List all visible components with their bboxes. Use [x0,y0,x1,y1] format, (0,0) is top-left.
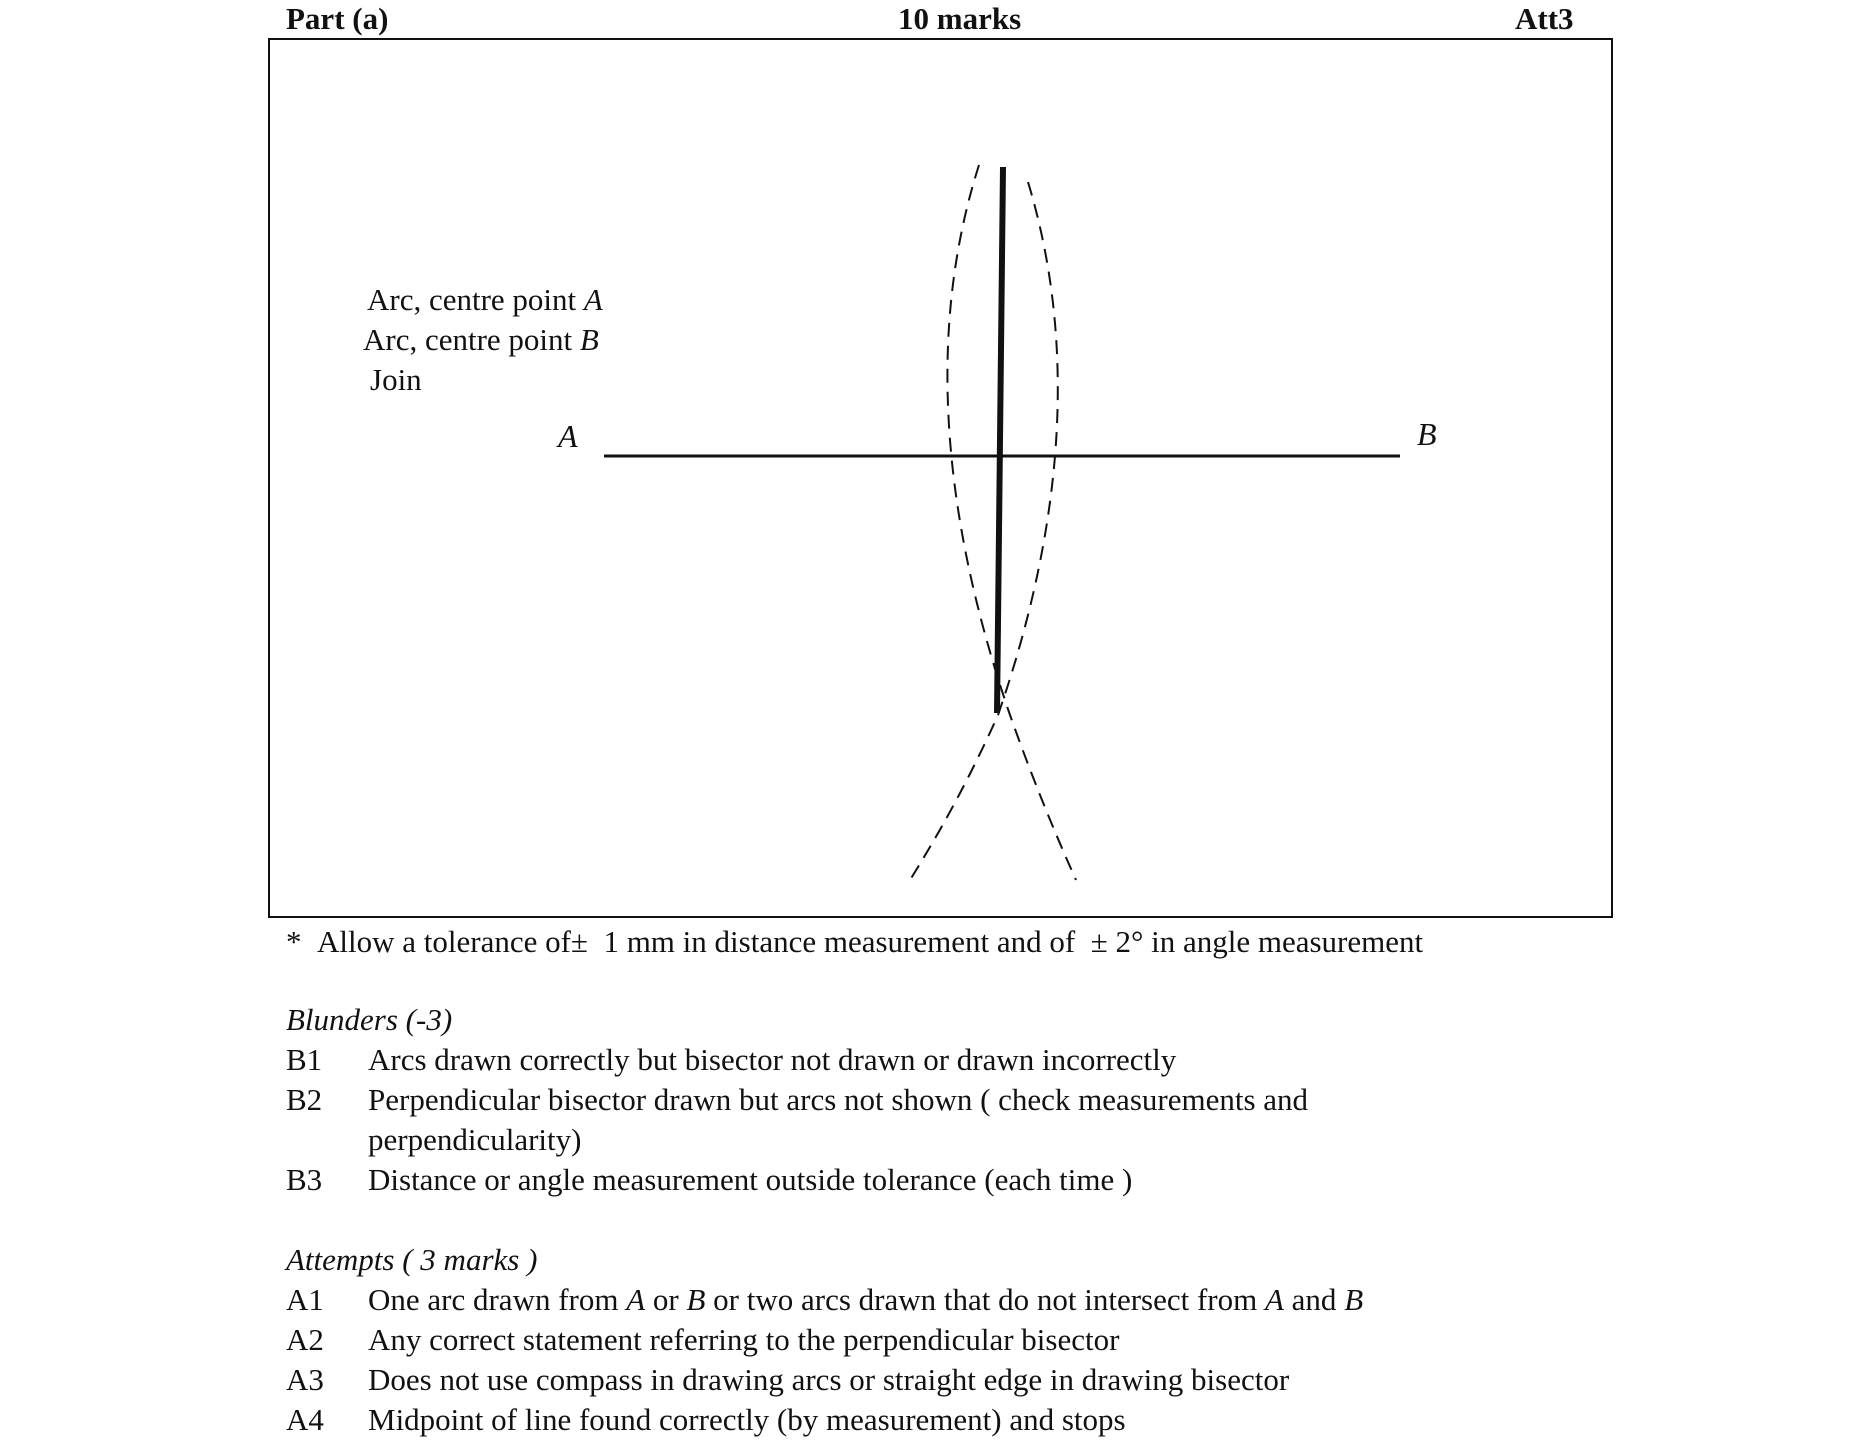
perpendicular-bisector [997,167,1003,713]
point-a-label: A [558,418,578,454]
point-a-ref: A [583,282,603,317]
arc-centre-b [910,182,1058,880]
attempts-title: Attempts ( 3 marks ) [286,1242,538,1277]
point-b-ref: B [579,322,599,357]
attempt-code: Att3 [1515,1,1574,36]
construction-step-3: Join [370,362,422,397]
arc-centre-a [947,165,1076,880]
construction-step-2: Arc, centre point B [363,322,599,357]
construction-step-1: Arc, centre point A [367,282,603,317]
point-b-label: B [1417,416,1437,452]
marks-label: 10 marks [898,1,1022,36]
blunders-title: Blunders (-3) [286,1002,453,1037]
tolerance-note: * Allow a tolerance of± 1 mm in distance measurement and of ± 2° in angle measurement [286,924,1424,959]
part-label: Part (a) [286,1,389,36]
